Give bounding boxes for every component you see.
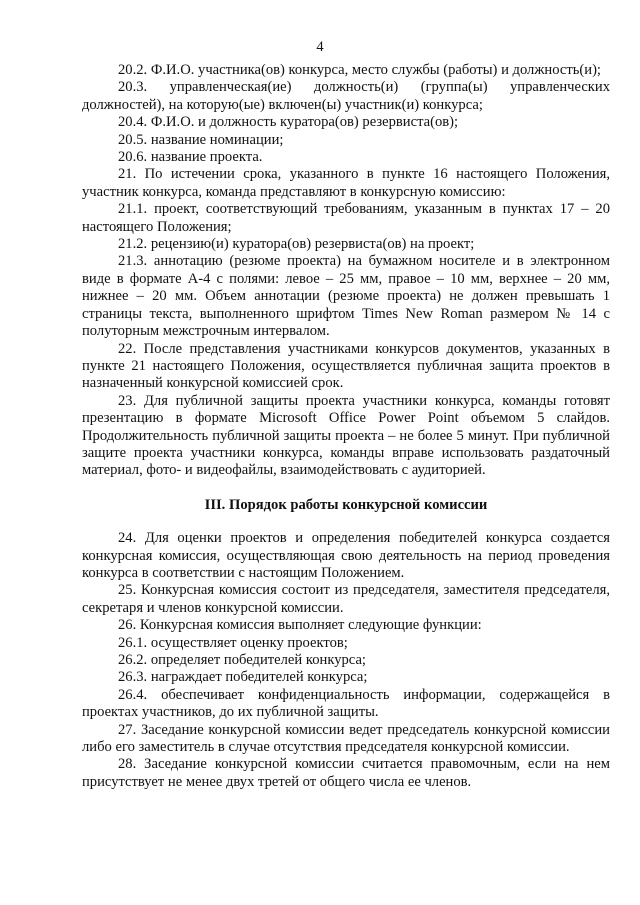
page-number: 4 (316, 39, 324, 55)
paragraph-25: 25. Конкурсная комиссия состоит из председателя, заместителя председателя, секретаря и членов конкурсной комиссии. (82, 582, 610, 616)
paragraph-20-2: 20.2. Ф.И.О. участника(ов) конкурса, место службы (работы) и должность(и); (118, 62, 601, 78)
paragraph-21-2: 21.2. рецензию(и) куратора(ов) резервиста(ов) на проект; (118, 236, 475, 253)
paragraph-27: 27. Заседание конкурсной комиссии ведет председатель конкурсной комиссии либо его заместитель в случае отсутствия председателя конкурсной комиссии. (82, 721, 610, 756)
paragraph-26-3: 26.3. награждает победителей конкурса; (118, 669, 368, 686)
paragraph-20-3: 20.3. управленческая(ие) должность(и) (группа(ы) управленческих должностей), на которую(ые) включен(ы) участник(и) конкурса; (82, 79, 610, 113)
paragraph-28: 28. Заседание конкурсной комиссии считается правомочным, если на нем присутствует не менее двух третей от общего числа ее членов. (82, 756, 610, 790)
paragraph-24: 24. Для оценки проектов и определения победителей конкурса создается конкурсная комиссия, осуществляющая свою деятельность на период проведения конкурса в соответствии с настоящим Положением. (82, 530, 610, 581)
paragraph-20-5: 20.5. название номинации; (118, 131, 284, 148)
paragraph-20-6: 20.6. название проекта. (118, 149, 263, 166)
document-body (82, 62, 610, 791)
paragraph-23: 23. Для публичной защиты проекта участники конкурса, команды готовят презентацию в формате Microsoft Office Power Point объемом 5 слайдов. Продолжительность публичной защиты проекта – не более 5 минут. При публичной защите проекта участники конкурса, команды вправе использовать раздаточный материал, фото- и видеофайлы, взаимодействовать с аудиторией. (82, 392, 610, 479)
paragraph-21-3: 21.3. аннотацию (резюме проекта) на бумажном носителе и в электронном виде в формате А-4 с полями: левое – 25 мм, правое – 10 мм, верхнее – 20 мм, нижнее – 20 мм. Объем аннотации (резюме проекта) не должен превышать 1 страницы текста, выполненного шрифтом Times New Roman размером № 14 с полуторным межстрочным интервалом. (82, 253, 610, 340)
paragraph-26-4: 26.4. обеспечивает конфиденциальность информации, содержащейся в проектах участников, до их публичной защиты. (82, 686, 610, 721)
paragraph-20-4: 20.4. Ф.И.О. и должность куратора(ов) резервиста(ов); (118, 114, 459, 131)
paragraph-26-2: 26.2. определяет победителей конкурса; (118, 652, 366, 668)
paragraph-21-1: 21.1. проект, соответствующий требованиям, указанным в пунктах 17 – 20 настоящего Положения; (82, 201, 610, 235)
section-heading: III. Порядок работы конкурсной комиссии (204, 496, 488, 513)
paragraph-22: 22. После представления участниками конкурсов документов, указанных в пункте 21 настоящего Положения, осуществляется публичная защита проектов в назначенный конкурсной комиссией срок. (82, 340, 610, 392)
paragraph-26-1: 26.1. осуществляет оценку проектов; (118, 634, 348, 651)
paragraph-26: 26. Конкурсная комиссия выполняет следующие функции: (118, 617, 482, 634)
paragraph-21: 21. По истечении срока, указанного в пункте 16 настоящего Положения, участник конкурса, команда представляют в конкурсную комиссию: (82, 166, 610, 200)
